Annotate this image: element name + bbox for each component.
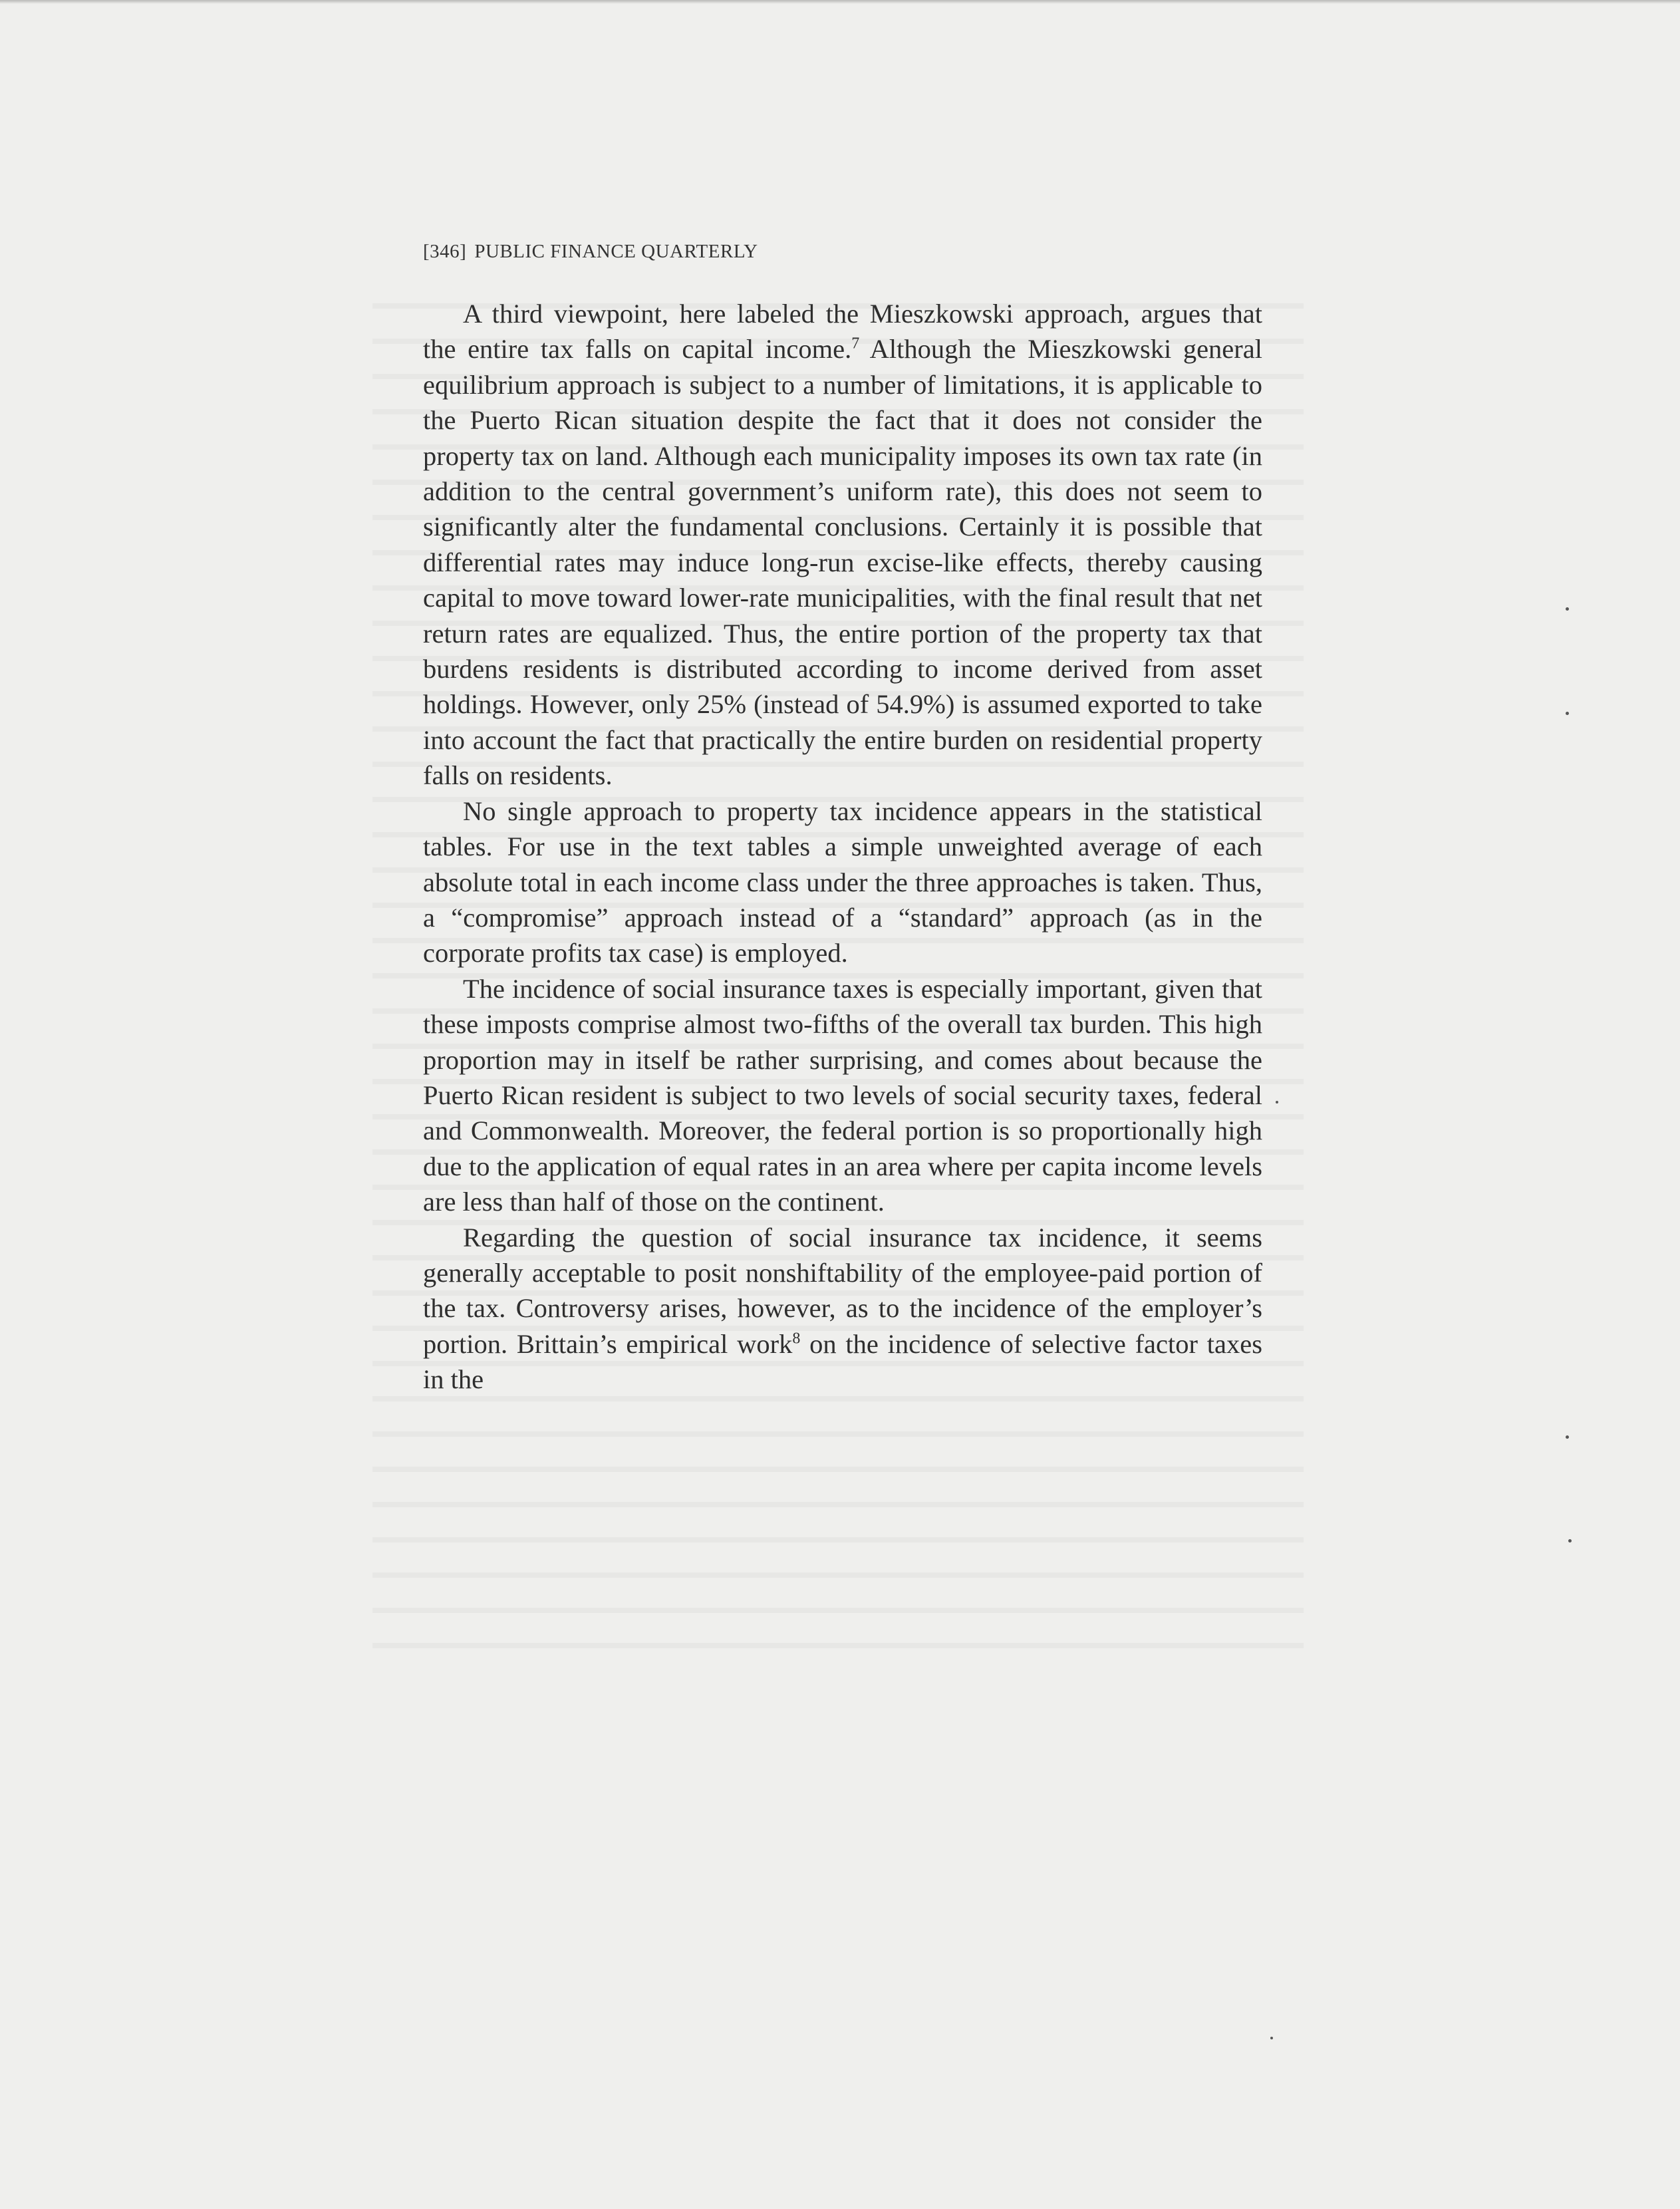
paragraph-text: Regarding the question of social insurance tax incidence, it seems generally acceptable to posit nonshiftability of the employee-paid portion of the tax. Controversy arises, however, as to the incidence of the employer’s portion. Brittain’s empirical work [423, 1222, 1262, 1359]
scan-speck [1568, 1539, 1572, 1543]
scan-speck [1566, 607, 1569, 611]
scan-speck [1270, 2037, 1273, 2039]
journal-title: PUBLIC FINANCE QUARTERLY [474, 241, 758, 262]
paragraph-text: A third viewpoint, here labeled the Mieszkowski approach, argues that the entire tax falls on capital income. [423, 299, 1262, 365]
footnote-marker: 7 [851, 335, 860, 353]
paragraph-text: on the incidence of selective factor taxes in the [423, 1328, 1262, 1395]
article-body [423, 296, 1262, 1398]
paragraph-regarding-incidence [423, 1220, 1262, 1398]
scan-speck [1566, 712, 1569, 715]
paragraph-social-insurance: The incidence of social insurance taxes is especially important, given that these imposts comprise almost two-fifths of the overall tax burden. This high proportion may in itself be rather surprising, and comes about because the Puerto Rican resident is subject to two levels of social security taxes, federal and Commonwealth. Moreover, the federal portion is so proportionally high due to the application of equal rates in an area where per capita income levels are less than half of those on the continent. [423, 973, 1262, 1217]
running-head [423, 241, 758, 263]
scan-speck [1566, 1435, 1569, 1439]
page-number: [346] [423, 241, 467, 262]
scan-speck [1276, 1101, 1278, 1104]
paragraph-text: Although the Mieszkowski general equilibrium approach is subject to a number of limitations, it is applicable to the Puerto Rican situation despite the fact that it does not consider the property tax on land. Although each municipality imposes its own tax rate (in addition to the central government’s uniform rate), this does not seem to significantly alter the fundamental conclusions. Certainly it is possible that differential rates may induce long-run excise-like effects, thereby causing capital to move toward lower-rate municipalities, with the final result that net return rates are equalized. Thus, the entire portion of the property tax that burdens residents is distributed according to income derived from asset holdings. However, only 25% (instead of 54.9%) is assumed exported to take into account the fact that practically the entire burden on residential property falls on residents. [423, 334, 1262, 791]
paragraph-no-single-approach: No single approach to property tax incidence appears in the statistical tables. For use in the text tables a simple unweighted average of each absolute total in each income class under the three approaches is taken. Thus, a “compromise” approach instead of a “standard” approach (as in the corporate profits tax case) is employed. [423, 796, 1262, 968]
paragraph-mieszkowski [423, 296, 1262, 794]
footnote-marker: 8 [792, 1330, 801, 1348]
scan-top-edge [0, 0, 1680, 4]
